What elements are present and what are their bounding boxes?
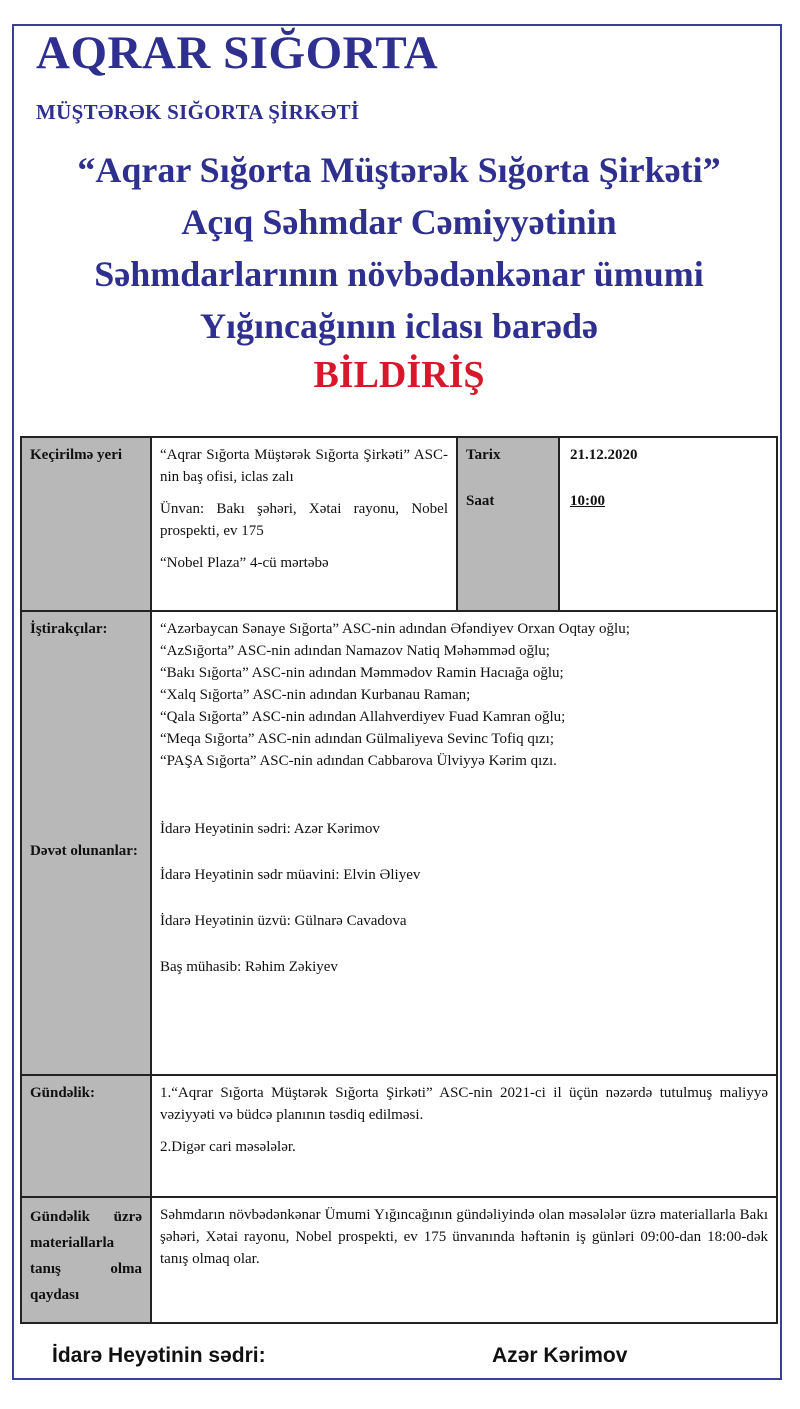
invited-item: İdarə Heyətinin üzvü: Gülnarə Cavadova (160, 913, 407, 929)
participants-label: İştirakçılar: (30, 621, 108, 637)
venue-line: “Nobel Plaza” 4-cü mərtəbə (160, 555, 329, 571)
agenda-value (151, 1075, 777, 1197)
participants-value (151, 611, 777, 1075)
agenda-row (21, 1075, 777, 1197)
brand-subtitle: MÜŞTƏRƏK SIĞORTA ŞİRKƏTİ (36, 100, 360, 124)
notice-headline (14, 144, 784, 352)
signature-role: İdarə Heyətinin sədri: (52, 1344, 266, 1367)
time-value: 10:00 (570, 493, 605, 509)
participant-item: “Xalq Sığorta” ASC-nin adından Kurbanau Raman; (160, 687, 471, 703)
invited-item: Baş mühasib: Rəhim Zəkiyev (160, 959, 338, 975)
brand-name: AQRAR SIĞORTA (36, 27, 439, 79)
participants-row (21, 611, 777, 1075)
participant-item: “Meqa Sığorta” ASC-nin adından Gülmaliyeva Sevinc Tofiq qızı; (160, 731, 555, 747)
invited-item: İdarə Heyətinin sədri: Azər Kərimov (160, 821, 380, 837)
materials-value: Səhmdarın növbədənkənar Ümumi Yığıncağının gündəliyində olan məsələlər üzrə materiallarla Bakı şəhəri, Xətai rayonu, Nobel prospekti, ev 175 ünvanında həftənin iş günləri 09:00-dan 18:00-dək tanış olmaq olar. (151, 1197, 777, 1323)
agenda-item: 1.“Aqrar Sığorta Müştərək Sığorta Şirkəti” ASC-nin 2021-ci il üçün nəzərdə tutulmuş maliyyə vəziyyəti və büdcə planının təsdiq edilməsi. (160, 1085, 768, 1123)
headline-line: Yığıncağının iclası barədə (199, 306, 599, 346)
headline-line: Açıq Səhmdar Cəmiyyətinin (181, 202, 617, 242)
notice-title: BİLDİRİŞ (313, 354, 485, 396)
date-label: Tarix (466, 447, 501, 463)
invited-label: Dəvət olunanlar: (30, 843, 138, 859)
invited-item: İdarə Heyətinin sədr müavini: Elvin Əliyev (160, 867, 421, 883)
participant-item: “Qala Sığorta” ASC-nin adından Allahverdiyev Fuad Kamran oğlu; (160, 709, 566, 725)
venue-line: “Aqrar Sığorta Müştərək Sığorta Şirkəti” ASC-nin baş ofisi, iclas zalı (160, 447, 448, 485)
participants-labels (21, 611, 151, 1075)
date-time-labels (457, 437, 559, 611)
headline-line: Səhmdarlarının növbədənkənar ümumi (94, 254, 704, 294)
materials-row (21, 1197, 777, 1323)
date-time-values (559, 437, 777, 611)
participant-item: “PAŞA Sığorta” ASC-nin adından Cabbarova Ülviyyə Kərim qızı. (160, 753, 557, 769)
agenda-item: 2.Digər cari məsələlər. (160, 1139, 296, 1155)
participant-item: “Bakı Sığorta” ASC-nin adından Məmmədov Ramin Hacıağa oğlu; (160, 665, 564, 681)
venue-line: Ünvan: Bakı şəhəri, Xətai rayonu, Nobel prospekti, ev 175 (160, 501, 448, 539)
participant-item: “Azərbaycan Sənaye Sığorta” ASC-nin adından Əfəndiyev Orxan Oqtay oğlu; (160, 621, 630, 637)
agenda-label: Gündəlik: (21, 1075, 151, 1197)
venue-value (151, 437, 457, 611)
time-label: Saat (466, 493, 495, 509)
meeting-info-table (20, 436, 778, 1324)
participant-item: “AzSığorta” ASC-nin adından Namazov Natiq Məhəmməd oğlu; (160, 643, 550, 659)
materials-label: Gündəlik üzrə materiallarla tanış olma qaydası (21, 1197, 151, 1323)
venue-label: Keçirilmə yeri (21, 437, 151, 611)
date-value: 21.12.2020 (570, 447, 638, 463)
signature-name: Azər Kərimov (492, 1344, 628, 1367)
headline-line: “Aqrar Sığorta Müştərək Sığorta Şirkəti” (77, 150, 721, 190)
venue-row (21, 437, 777, 611)
